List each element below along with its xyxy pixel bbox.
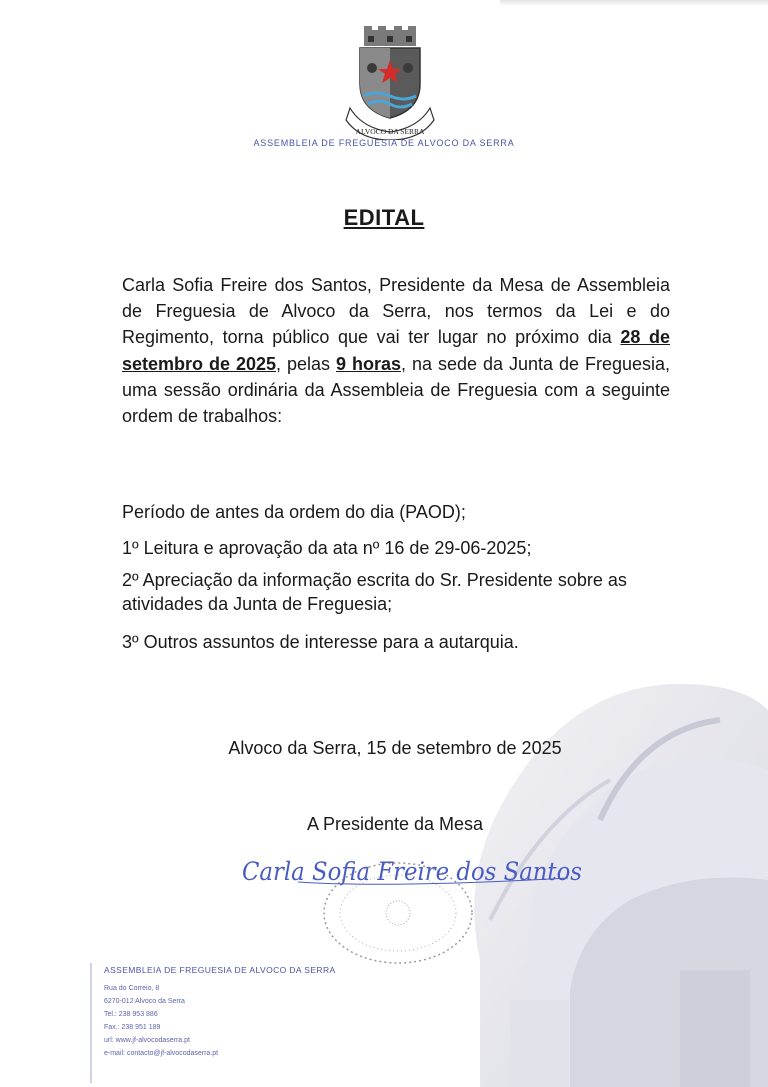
- signatory-role: A Presidente da Mesa: [306, 814, 484, 834]
- footer-url: url: www.jf-alvocodaserra.pt: [104, 1037, 190, 1044]
- signature-text: Carla Sofia Freire dos Santos: [242, 857, 582, 886]
- document-title: EDITAL: [343, 205, 425, 230]
- session-time: 9 horas: [336, 353, 401, 374]
- agenda-item: Período de antes da ordem do dia (PAOD);: [122, 502, 466, 522]
- footer-postal: 6270-012 Alvoco da Serra: [104, 998, 185, 1005]
- intro-text-1: Carla Sofia Freire dos Santos, Presidente da Mesa de Assembleia de Freguesia de Alvoco da Serra, nos termos da Lei e do Regimento, torna público que vai ter lugar no próximo dia: [122, 275, 670, 348]
- intro-text-3: , na sede da Junta de Freguesia, uma sessão ordinária da Assembleia de Freguesia com a seguinte ordem de trabalhos:: [122, 353, 670, 427]
- session-date: 28 de setembro de 2025: [122, 327, 670, 374]
- footer-org-name: ASSEMBLEIA DE FREGUESIA DE ALVOCO DA SERRA: [104, 965, 336, 975]
- scan-edge: [500, 0, 768, 6]
- footer-fax: Fax.: 238 951 189: [104, 1024, 161, 1031]
- footer-address: Rua do Correio, 8: [104, 985, 160, 992]
- agenda-item: 2º Apreciação da informação escrita do Sr. Presidente sobre as atividades da Junta de Freguesia;: [122, 570, 627, 614]
- handwritten-signature-image: [238, 850, 598, 890]
- footer-email: e-mail: contacto@jf-alvocodaserra.pt: [104, 1050, 219, 1057]
- coat-of-arms-logo: [342, 24, 438, 140]
- coat-motto: ALVOCO DA SERRA: [355, 127, 425, 136]
- agenda-item: 3º Outros assuntos de interesse para a autarquia.: [122, 632, 519, 652]
- footer-tel: Tel.: 238 953 886: [104, 1011, 158, 1018]
- intro-paragraph: [122, 272, 670, 429]
- intro-text-2: , pelas: [276, 353, 336, 374]
- assembly-header: ASSEMBLEIA DE FREGUESIA DE ALVOCO DA SERRA: [253, 138, 515, 148]
- agenda-item: 1º Leitura e aprovação da ata nº 16 de 29-06-2025;: [122, 538, 532, 558]
- place-date: Alvoco da Serra, 15 de setembro de 2025: [228, 738, 562, 758]
- footer-rule: [90, 963, 92, 1083]
